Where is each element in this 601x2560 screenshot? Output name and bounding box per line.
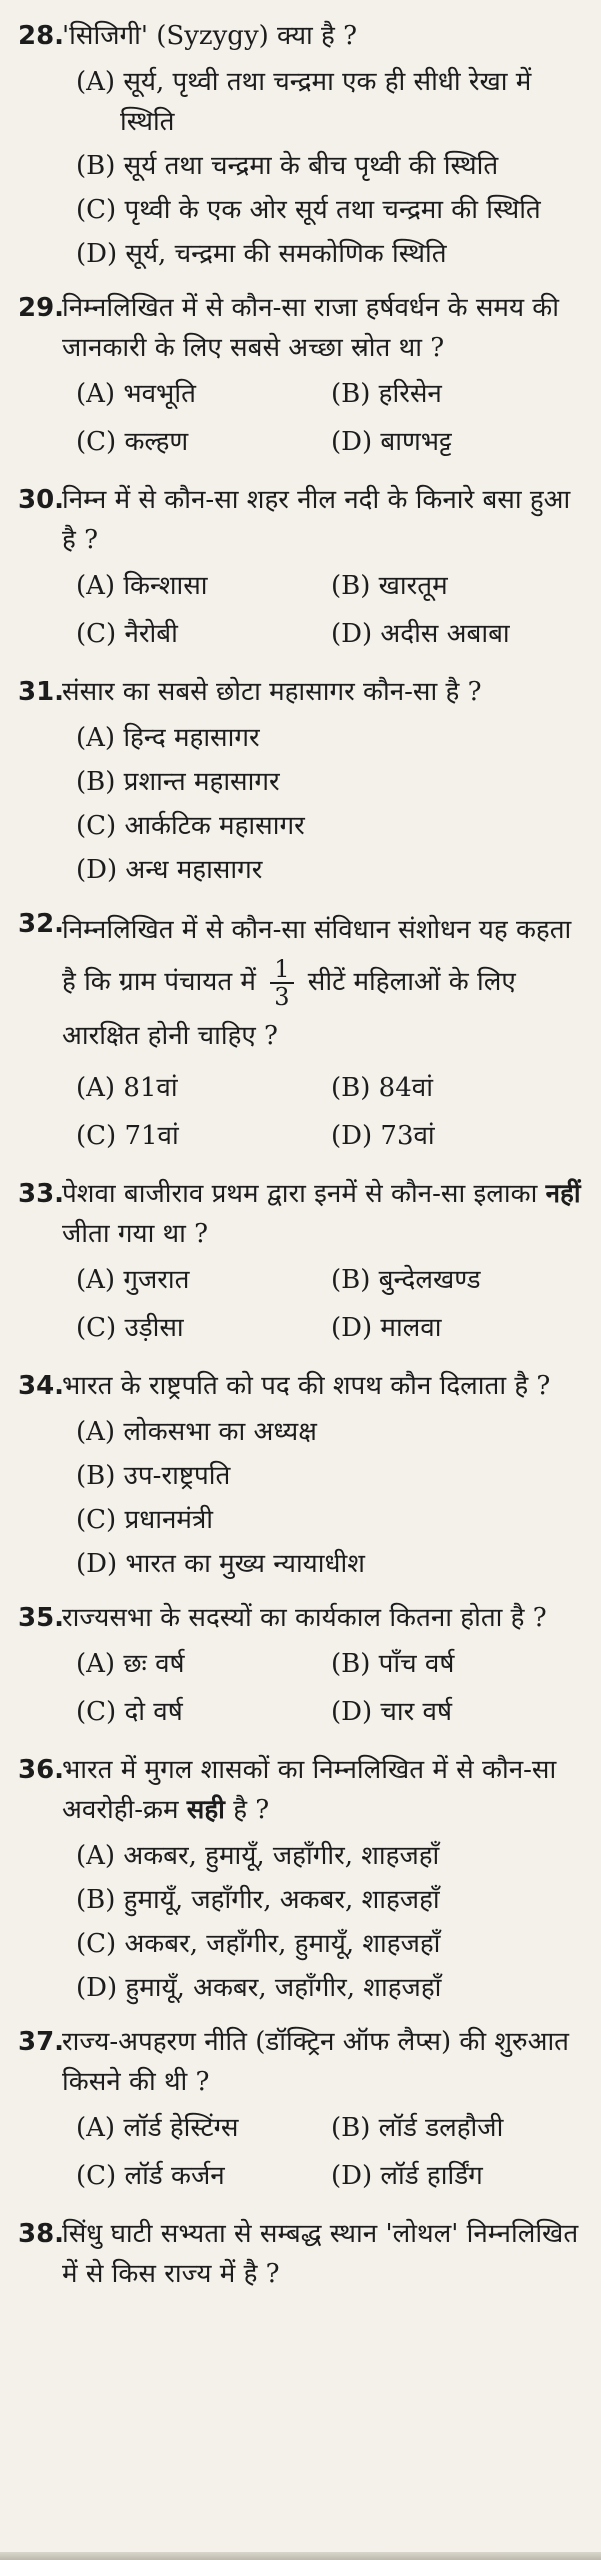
option-a: (A) लोकसभा का अध्यक्ष [76,1417,317,1447]
question-number: 30. [18,485,65,515]
question-33 [18,1174,591,1352]
question-37 [18,2022,591,2200]
question-number: 32. [18,909,65,939]
option-b: (B) उप-राष्ट्रपति [76,1461,231,1491]
question-text-part: निम्नलिखित में से कौन-सा संविधान संशोधन यह कहता है कि ग्राम पंचायत में [62,915,572,997]
option-d: (D) लॉर्ड हार्डिंग [331,2161,483,2191]
option-b: (B) लॉर्ड डलहौजी [331,2113,504,2143]
option-a: (A) भवभूति [76,379,196,409]
page-bottom-edge [0,2552,601,2560]
fraction-denominator: 3 [274,983,290,1011]
question-text-part: भारत में मुगल शासकों का निम्नलिखित में से कौन-सा अवरोही-क्रम [62,1755,557,1825]
question-number: 37. [18,2027,65,2057]
options-list [62,1836,591,2008]
options-grid [62,1260,591,1352]
question-text: सिंधु घाटी सभ्यता से सम्बद्ध स्थान 'लोथल' निम्नलिखित में से किस राज्य में है ? [62,2219,579,2289]
option-b: (B) सूर्य तथा चन्द्रमा के बीच पृथ्वी की स्थिति [76,151,499,181]
question-text: राज्य-अपहरण नीति (डॉक्ट्रिन ऑफ लैप्स) की शुरुआत किसने की थी ? [62,2027,569,2097]
option-b: (B) बुन्देलखण्ड [331,1265,481,1295]
option-c: (C) 71वां [76,1121,179,1151]
option-c: (C) पृथ्वी के एक ओर सूर्य तथा चन्द्रमा की स्थिति [76,195,541,225]
question-28 [18,16,591,274]
option-c: (C) प्रधानमंत्री [76,1505,214,1535]
option-c: (C) नैरोबी [76,619,178,649]
question-number: 29. [18,293,65,323]
question-text-part: है ? [233,1795,270,1825]
fraction [270,956,293,1010]
options-grid [62,566,591,658]
question-38 [18,2214,591,2294]
question-number: 36. [18,1755,65,1785]
option-a: (A) लॉर्ड हेस्टिंग्स [76,2113,239,2143]
option-b: (B) खारतूम [331,571,448,601]
option-a: (A) अकबर, हुमायूँ, जहाँगीर, शाहजहाँ [76,1841,440,1871]
question-30 [18,480,591,658]
question-text-part: पेशवा बाजीराव प्रथम द्वारा इनमें से कौन-सा इलाका [62,1179,538,1209]
question-number: 35. [18,1603,65,1633]
option-d: (D) सूर्य, चन्द्रमा की समकोणिक स्थिति [76,239,447,269]
option-d: (D) चार वर्ष [331,1697,453,1727]
question-text: भारत के राष्ट्रपति को पद की शपथ कौन दिलाता है ? [62,1371,551,1401]
question-number: 38. [18,2219,65,2249]
question-34 [18,1366,591,1584]
question-text [62,904,591,1062]
option-c: (C) दो वर्ष [76,1697,183,1727]
options-grid [62,1068,591,1160]
question-36 [18,1750,591,2008]
option-c: (C) उड़ीसा [76,1313,184,1343]
options-list [62,1412,591,1584]
question-text [62,1750,591,1830]
option-a: (A) 81वां [76,1073,178,1103]
question-text: संसार का सबसे छोटा महासागर कौन-सा है ? [62,677,482,707]
question-text: 'सिजिगी' (Syzygy) क्या है ? [62,21,358,51]
question-29 [18,288,591,466]
question-number: 33. [18,1179,65,1209]
option-d: (D) 73वां [331,1121,435,1151]
question-text [62,1174,591,1254]
options-grid [62,374,591,466]
option-d: (D) अन्ध महासागर [76,855,263,885]
question-text-part: जीता गया था ? [62,1219,209,1249]
option-b: (B) पाँच वर्ष [331,1649,455,1679]
fraction-numerator: 1 [270,956,293,984]
options-grid [62,2108,591,2200]
option-c: (C) आर्कटिक महासागर [76,811,305,841]
question-text: निम्न में से कौन-सा शहर नील नदी के किनारे बसा हुआ है ? [62,485,571,555]
question-text: निम्नलिखित में से कौन-सा राजा हर्षवर्धन के समय की जानकारी के लिए सबसे अच्छा स्रोत था ? [62,293,559,363]
option-b: (B) हरिसेन [331,379,442,409]
option-c: (C) कल्हण [76,427,189,457]
option-d: (D) भारत का मुख्य न्यायाधीश [76,1549,365,1579]
options-list [62,62,591,274]
question-number: 28. [18,21,65,51]
question-text: राज्यसभा के सदस्यों का कार्यकाल कितना होता है ? [62,1603,547,1633]
option-a: (A) सूर्य, पृथ्वी तथा चन्द्रमा एक ही सीधी रेखा में स्थिति [76,67,532,137]
option-a: (A) किन्शासा [76,571,208,601]
option-a: (A) हिन्द महासागर [76,723,260,753]
option-a: (A) छः वर्ष [76,1649,185,1679]
option-b: (B) हुमायूँ, जहाँगीर, अकबर, शाहजहाँ [76,1885,440,1915]
option-d: (D) हुमायूँ, अकबर, जहाँगीर, शाहजहाँ [76,1973,442,2003]
option-c: (C) लॉर्ड कर्जन [76,2161,225,2191]
question-number: 34. [18,1371,65,1401]
question-number: 31. [18,677,65,707]
option-b: (B) प्रशान्त महासागर [76,767,280,797]
emphasis-word: नहीं [545,1179,581,1209]
option-b: (B) 84वां [331,1073,433,1103]
option-a: (A) गुजरात [76,1265,190,1295]
options-grid [62,1644,591,1736]
option-d: (D) अदीस अबाबा [331,619,510,649]
question-31 [18,672,591,890]
option-d: (D) मालवा [331,1313,442,1343]
question-32 [18,904,591,1160]
option-d: (D) बाणभट्ट [331,427,452,457]
question-35 [18,1598,591,1736]
options-list [62,718,591,890]
question-text-part: सीटें महिलाओं के लिए आरक्षित होनी चाहिए ? [62,967,516,1051]
emphasis-word: सही [186,1795,225,1825]
option-c: (C) अकबर, जहाँगीर, हुमायूँ, शाहजहाँ [76,1929,441,1959]
